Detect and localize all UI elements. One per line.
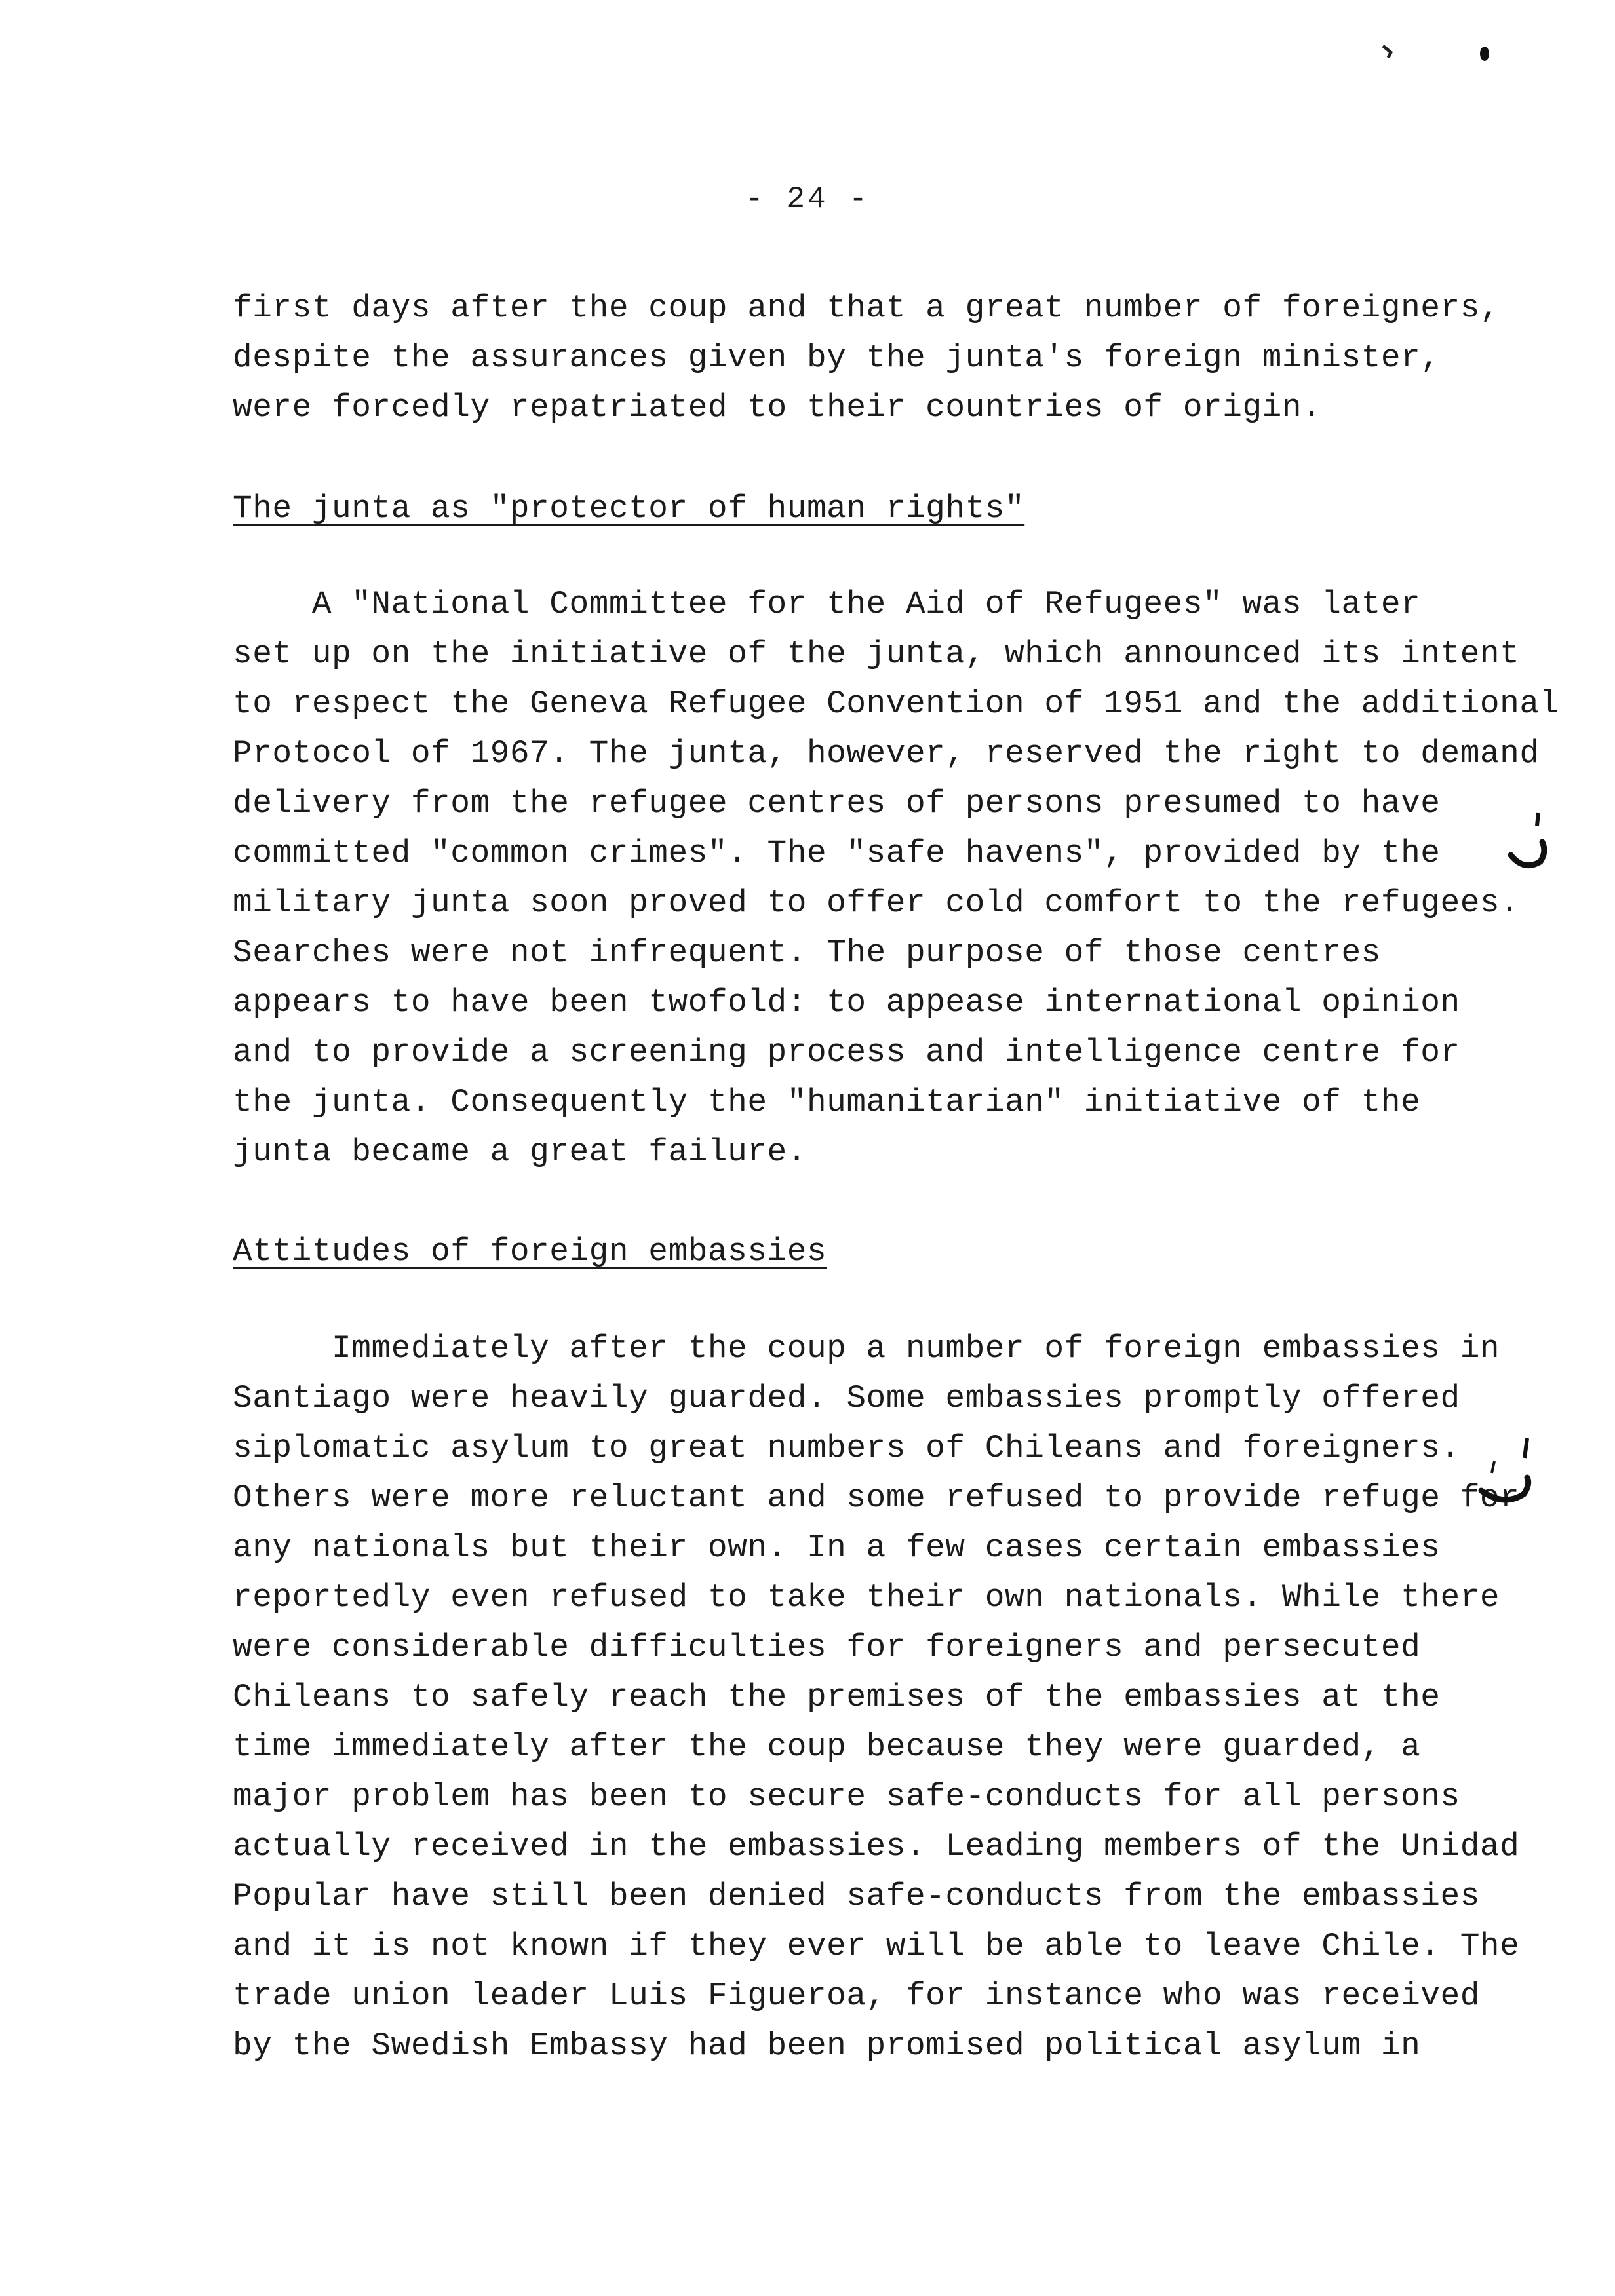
text-line: and it is not known if they ever will be able to leave Chile. The bbox=[233, 1928, 1520, 1964]
text-line: and to provide a screening process and intelligence centre for bbox=[233, 1034, 1460, 1071]
text-line: Chileans to safely reach the premises of the embassies at the bbox=[233, 1679, 1441, 1715]
text-line: the junta. Consequently the "humanitarian" initiative of the bbox=[233, 1084, 1421, 1120]
text-line: Santiago were heavily guarded. Some embassies promptly offered bbox=[233, 1380, 1460, 1417]
text-line: Others were more reluctant and some refused to provide refuge for bbox=[233, 1480, 1520, 1516]
text-line: siplomatic asylum to great numbers of Chileans and foreigners. bbox=[233, 1430, 1460, 1466]
text-line: were considerable difficulties for foreigners and persecuted bbox=[233, 1629, 1421, 1666]
text-line: trade union leader Luis Figueroa, for instance who was received bbox=[233, 1978, 1480, 2014]
text-line: junta became a great failure. bbox=[233, 1134, 807, 1170]
text-line: any nationals but their own. In a few cases certain embassies bbox=[233, 1529, 1441, 1566]
text-line: despite the assurances given by the junta's foreign minister, bbox=[233, 339, 1441, 376]
text-line: committed "common crimes". The "safe havens", provided by the bbox=[233, 835, 1441, 871]
text-line: delivery from the refugee centres of persons presumed to have bbox=[233, 785, 1441, 822]
handwritten-correction-mark bbox=[1504, 806, 1557, 885]
text-line: to respect the Geneva Refugee Convention of 1951 and the additional bbox=[233, 685, 1559, 722]
text-line: set up on the initiative of the junta, which announced its intent bbox=[233, 636, 1520, 672]
text-line: Protocol of 1967. The junta, however, reserved the right to demand bbox=[233, 735, 1540, 772]
handwritten-correction-mark bbox=[1468, 1428, 1547, 1514]
text-line: actually received in the embassies. Leading members of the Unidad bbox=[233, 1828, 1520, 1865]
section-heading-embassies: Attitudes of foreign embassies bbox=[233, 1233, 827, 1270]
text-line: Popular have still been denied safe-conducts from the embassies bbox=[233, 1878, 1480, 1915]
scan-mark-top-right bbox=[1376, 33, 1508, 72]
section-heading-junta: The junta as "protector of human rights" bbox=[233, 490, 1025, 527]
text-line: major problem has been to secure safe-conducts for all persons bbox=[233, 1778, 1460, 1815]
text-line: by the Swedish Embassy had been promised political asylum in bbox=[233, 2027, 1421, 2064]
text-line: appears to have been twofold: to appease international opinion bbox=[233, 984, 1460, 1021]
text-line: Searches were not infrequent. The purpose of those centres bbox=[233, 934, 1381, 971]
page-number: - 24 - bbox=[745, 182, 870, 216]
text-line: military junta soon proved to offer cold comfort to the refugees. bbox=[233, 885, 1520, 921]
text-line: A "National Committee for the Aid of Refugees" was later bbox=[233, 586, 1421, 622]
text-line: first days after the coup and that a great number of foreigners, bbox=[233, 290, 1500, 326]
text-line: Immediately after the coup a number of foreign embassies in bbox=[233, 1330, 1500, 1367]
text-line: reportedly even refused to take their own nationals. While there bbox=[233, 1579, 1500, 1616]
text-line: were forcedly repatriated to their countries of origin. bbox=[233, 389, 1322, 426]
text-line: time immediately after the coup because they were guarded, a bbox=[233, 1729, 1421, 1765]
